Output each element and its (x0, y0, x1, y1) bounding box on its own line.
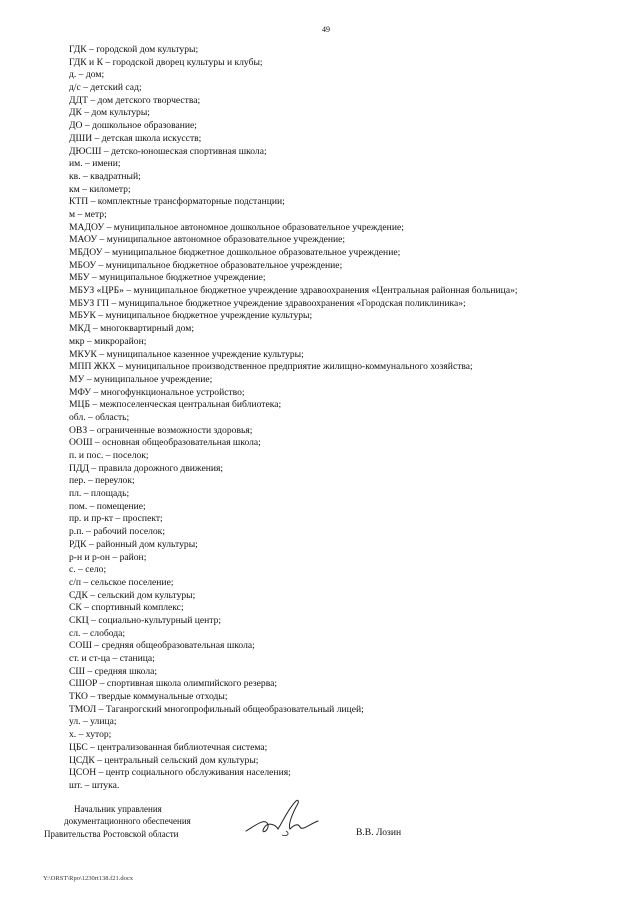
abbreviation-item: МКД – многоквартирный дом; (69, 323, 195, 335)
abbreviation-item: с/п – сельское поселение; (69, 576, 174, 588)
abbreviation-item: с. – село; (69, 564, 107, 576)
signer-name: В.В. Лозин (356, 827, 402, 838)
signature-position-block (44, 803, 191, 840)
abbreviation-item: ДШИ – детская школа искусств; (69, 132, 202, 144)
abbreviation-item: пр. и пр-кт – проспект; (69, 513, 163, 525)
abbreviation-item: пл. – площадь; (69, 488, 130, 500)
abbreviation-item: МБУЗ ГП – муниципальное бюджетное учреждение здравоохранения «Городская поликлиника»; (69, 297, 466, 309)
abbreviation-item: пом. – помещение; (69, 500, 146, 512)
abbreviation-item: СШ – средняя школа; (69, 665, 158, 677)
abbreviation-item: р.п. – рабочий поселок; (69, 526, 166, 538)
abbreviation-item: кв. – квадратный; (69, 170, 141, 182)
abbreviation-item: м – метр; (69, 208, 107, 220)
abbreviation-item: им. – имени; (69, 158, 121, 170)
abbreviation-item: шт. – штука. (69, 779, 120, 791)
abbreviation-item: д/с – детский сад; (69, 82, 142, 94)
abbreviation-item: МКУК – муниципальное казенное учреждение культуры; (69, 348, 304, 360)
abbreviation-item: ООШ – основная общеобразовательная школа; (69, 437, 261, 449)
abbreviation-item: п. и пос. – поселок; (69, 450, 149, 461)
abbreviation-item: ГДК и К – городской дворец культуры и клубы; (69, 56, 263, 68)
abbreviation-item: СКЦ – социально-культурный центр; (69, 614, 222, 626)
abbreviation-item: СК – спортивный комплекс; (69, 602, 184, 614)
abbreviation-item: обл. – область; (69, 411, 130, 423)
abbreviation-item: РДК – районный дом культуры; (69, 538, 198, 550)
abbreviation-item: х. – хутор; (69, 729, 112, 741)
abbreviation-item: км – километр; (69, 183, 131, 195)
abbreviation-item: СОШ – средняя общеобразовательная школа; (69, 640, 255, 652)
abbreviation-item: ТМОЛ – Таганрогский многопрофильный общеобразовательный лицей; (69, 703, 364, 715)
abbreviation-item: ДК – дом культуры; (69, 107, 150, 119)
abbreviation-item: ДДТ – дом детского творчества; (69, 94, 201, 106)
abbreviation-item: КТП – комплектные трансформаторные подстанции; (69, 196, 285, 208)
abbreviation-item: мкр – микрорайон; (69, 335, 147, 347)
abbreviation-item: д. – дом; (69, 69, 105, 81)
abbreviation-item: МФУ – многофункциональное устройство; (69, 386, 245, 398)
abbreviation-item: МБОУ – муниципальное бюджетное образовательное учреждение; (69, 259, 343, 271)
abbreviation-item: р-н и р-он – район; (69, 551, 147, 563)
abbreviation-item: МЦБ – межпоселенческая центральная библиотека; (69, 399, 282, 411)
abbreviation-item: сл. – слобода; (69, 627, 126, 639)
abbreviation-item: ДЮСШ – детско-юношеская спортивная школа; (69, 145, 267, 157)
abbreviation-item: МБУЗ «ЦРБ» – муниципальное бюджетное учреждение здравоохранения «Центральная районная больница»; (69, 285, 518, 297)
abbreviation-item: ПДД – правила дорожного движения; (69, 462, 224, 474)
abbreviation-item: ГДК – городской дом культуры; (69, 44, 199, 55)
abbreviation-item: МПП ЖКХ – муниципальное производственное предприятие жилищно-коммунального хозяйства; (69, 361, 473, 373)
abbreviation-item: МБУК – муниципальное бюджетное учреждение культуры; (69, 310, 313, 322)
abbreviation-item: ЦСДК – центральный сельский дом культуры; (69, 754, 259, 766)
position-line: Правительства Ростовской области (44, 828, 179, 839)
abbreviation-item: ЦБС – централизованная библиотечная система; (69, 741, 268, 753)
abbreviation-list (69, 44, 629, 793)
abbreviation-item: ОВЗ – ограниченные возможности здоровья; (69, 424, 253, 436)
abbreviation-item: МБДОУ – муниципальное бюджетное дошкольное образовательное учреждение; (69, 247, 401, 258)
abbreviation-item: ТКО – твердые коммунальные отходы; (69, 691, 228, 703)
abbreviation-item: пер. – переулок; (69, 475, 135, 487)
abbreviation-item: МАОУ – муниципальное автономное образовательное учреждение; (69, 234, 346, 246)
abbreviation-item: СШОР – спортивная школа олимпийского резерва; (69, 678, 278, 690)
abbreviation-item: МАДОУ – муниципальное автономное дошкольное образовательное учреждение; (69, 221, 404, 233)
file-path: Y:\ORST\Rpo\1230rt138.f21.docx (43, 875, 134, 882)
abbreviation-item: ст. и ст-ца – станица; (69, 653, 155, 664)
page-number: 49 (322, 25, 330, 34)
abbreviation-item: МУ – муниципальное учреждение; (69, 373, 213, 385)
abbreviation-item: СДК – сельский дом культуры; (69, 589, 196, 601)
position-line: документационного обеспечения (64, 816, 191, 827)
abbreviation-item: МБУ – муниципальное бюджетное учреждение; (69, 272, 266, 284)
abbreviation-item: ЦСОН – центр социального обслуживания населения; (69, 767, 291, 779)
handwritten-signature-image (238, 795, 328, 841)
abbreviation-item: ул. – улица; (69, 716, 117, 728)
abbreviation-item: ДО – дошкольное образование; (69, 120, 197, 132)
position-line: Начальник управления (74, 804, 162, 814)
